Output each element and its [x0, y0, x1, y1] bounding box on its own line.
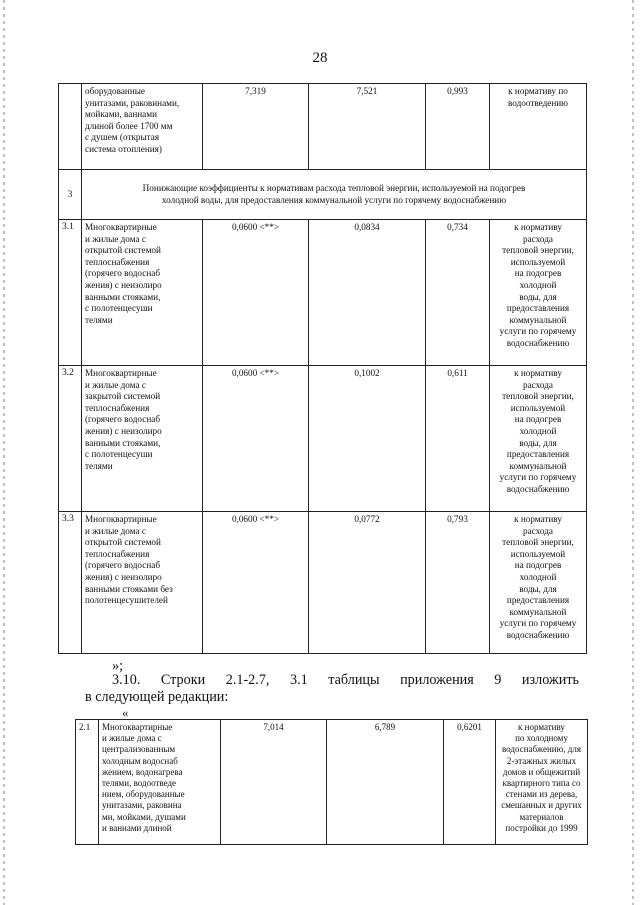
page-number: 28	[312, 50, 328, 66]
row-value-2: 0,0772	[309, 512, 426, 654]
scan-edge-left	[3, 0, 5, 905]
section-title: Понижающие коэффициенты к нормативам расхода тепловой энергии, используемой на подогрев холодной воды, для предоставления коммунальной услуги по горячему водоснабжению	[82, 170, 587, 220]
row-value-3: 0,734	[426, 220, 490, 366]
row-value-2: 0,0834	[309, 220, 426, 366]
row-note: к нормативу расхода тепловой энергии, используемой на подогрев холодной воды, для предоставления коммунальной услуги по горячему водоснабжению	[490, 366, 587, 512]
row-description: Многоквартирные и жилые дома с закрытой системой теплоснабжения (горячего водоснаб жения) с неизолиро ванными стояками, с полотенцесуши телями	[82, 366, 203, 512]
section-number: 3	[59, 170, 82, 220]
table-row	[59, 366, 587, 512]
row-number: 3.3	[59, 512, 82, 654]
coefficients-table	[58, 83, 587, 654]
row-value-3: 0,793	[426, 512, 490, 654]
row-value-1: 7,319	[203, 84, 309, 170]
row-description: оборудованные унитазами, раковинами, мойками, ваннами длиной более 1700 мм с душем (открытая система отопления)	[82, 84, 203, 170]
paragraph-line-1: 3.10. Строки 2.1-2.7, 3.1 таблицы приложения 9 изложить	[112, 672, 579, 688]
row-number	[59, 84, 82, 170]
replacement-table	[75, 719, 588, 845]
row-value-1: 0,0600 <**>	[203, 220, 309, 366]
opening-quote: «	[122, 705, 129, 720]
section-row	[59, 170, 587, 220]
table-row	[76, 720, 588, 845]
row-number: 2.1	[76, 720, 99, 845]
row-description: Многоквартирные и жилые дома с централизованным холодным водоснаб жением, водонагрева телями, водоотведе нием, оборудованные унитазами, раковина ми, мойками, душами и ваннами длиной	[99, 720, 221, 845]
row-description: Многоквартирные и жилые дома с открытой системой теплоснабжения (горячего водоснаб жения) с неизолиро ванными стояками, с полотенцесуши телями	[82, 220, 203, 366]
row-number: 3.1	[59, 220, 82, 366]
row-value-3: 0,993	[426, 84, 490, 170]
row-note: к нормативу по водоотведению	[490, 84, 587, 170]
paragraph-3-10	[85, 672, 579, 706]
row-value-2: 6,789	[327, 720, 444, 845]
table-row	[59, 512, 587, 654]
row-note: к нормативу расхода тепловой энергии, используемой на подогрев холодной воды, для предоставления коммунальной услуги по горячему водоснабжению	[490, 512, 587, 654]
closing-quote: »;	[112, 658, 124, 674]
paragraph-line-2: в следующей редакции:	[85, 689, 229, 705]
row-value-3: 0,6201	[444, 720, 496, 845]
row-description: Многоквартирные и жилые дома с открытой системой теплоснабжения (горячего водоснаб жения) с неизолиро ванными стояками без полотенцесушителей	[82, 512, 203, 654]
row-value-1: 0,0600 <**>	[203, 512, 309, 654]
row-value-1: 7,014	[221, 720, 327, 845]
row-number: 3.2	[59, 366, 82, 512]
row-value-2: 7,521	[309, 84, 426, 170]
table-row	[59, 84, 587, 170]
table-row	[59, 220, 587, 366]
row-note: к нормативу расхода тепловой энергии, используемой на подогрев холодной воды, для предоставления коммунальной услуги по горячему водоснабжению	[490, 220, 587, 366]
row-value-2: 0,1002	[309, 366, 426, 512]
row-note: к нормативу по холодному водоснабжению, для 2-этажных жилых домов и общежитий квартирного типа со стенами из дерева, смешанных и других материалов постройки до 1999	[496, 720, 588, 845]
row-value-1: 0,0600 <**>	[203, 366, 309, 512]
row-value-3: 0,611	[426, 366, 490, 512]
scan-edge-right	[632, 0, 634, 905]
